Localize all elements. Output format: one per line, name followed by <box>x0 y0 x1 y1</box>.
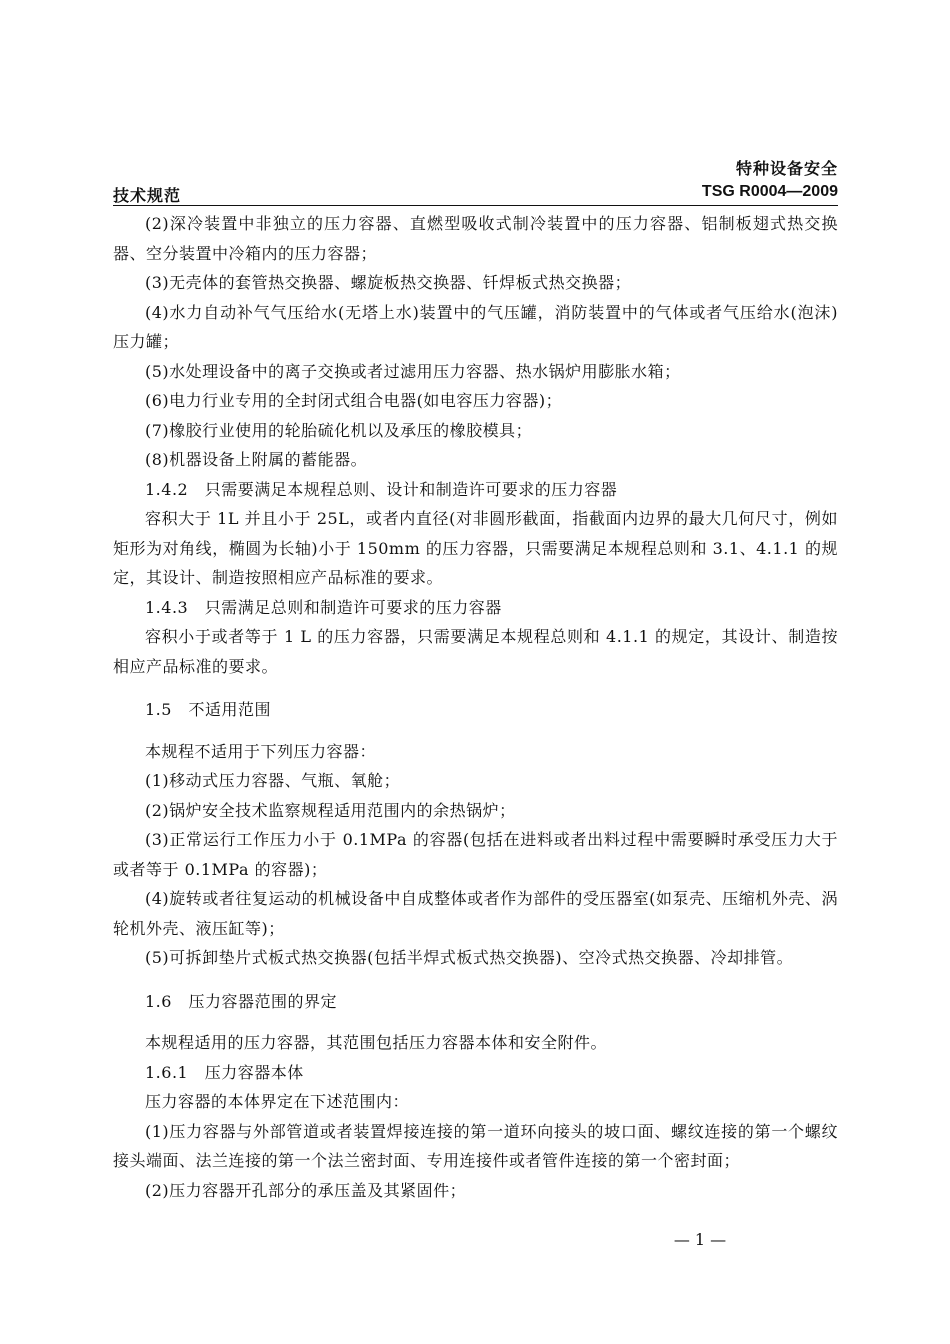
list-item: (8)机器设备上附属的蓄能器。 <box>145 450 368 469</box>
paragraph: 压力容器的本体界定在下述范围内： <box>145 1092 410 1111</box>
list-item: (1)压力容器与外部管道或者装置焊接连接的第一道环向接头的坡口面、螺纹连接的第一个螺纹接头端面、法兰连接的第一个法兰密封面、专用连接件或者管件连接的第一个密封面； <box>113 1121 838 1170</box>
list-item: (6)电力行业专用的全封闭式组合电器(如电容压力容器)； <box>145 391 563 410</box>
header-divider <box>113 205 838 206</box>
list-item: (5)水处理设备中的离子交换或者过滤用压力容器、热水锅炉用膨胀水箱； <box>145 361 681 381</box>
header-doc-type: 技术规范 <box>113 186 182 205</box>
list-item: (4)旋转或者往复运动的机械设备中自成整体或者作为部件的受压器室(如泵壳、压缩机外壳、涡轮机外壳、液压缸等)； <box>113 889 838 938</box>
list-item: (7)橡胶行业使用的轮胎硫化机以及承压的橡胶模具； <box>145 420 533 440</box>
list-item: (4)水力自动补气气压给水(无塔上水)装置中的气压罐，消防装置中的气体或者气压给水(泡沫)压力罐； <box>113 302 838 351</box>
document-body <box>113 209 838 1205</box>
section-heading: 1.6 压力容器范围的界定 <box>145 991 337 1011</box>
list-item: (3)无壳体的套管热交换器、螺旋板热交换器、钎焊板式热交换器； <box>145 273 632 292</box>
paragraph: 容积小于或者等于 1 L 的压力容器，只需要满足本规程总则和 4.1.1 的规定，其设计、制造按相应产品标准的要求。 <box>113 627 838 676</box>
list-item: (5)可拆卸垫片式板式热交换器(包括半焊式板式热交换器)、空冷式热交换器、冷却排管。 <box>145 948 794 967</box>
header-doc-code: TSG R0004—2009 <box>701 183 838 200</box>
paragraph: 本规程适用的压力容器，其范围包括压力容器本体和安全附件。 <box>145 1033 608 1052</box>
paragraph: 本规程不适用于下列压力容器： <box>145 741 377 761</box>
list-item: (2)压力容器开孔部分的承压盖及其紧固件； <box>145 1180 467 1200</box>
list-item: (1)移动式压力容器、气瓶、氧舱； <box>145 771 401 790</box>
paragraph: 容积大于 1L 并且小于 25L，或者内直径(对非圆形截面，指截面内边界的最大几何尺寸，例如矩形为对角线，椭圆为长轴)小于 150mm 的压力容器，只需要满足本规程总则和 3.1、4.1.1 的规定，其设计、制造按照相应产品标准的要求。 <box>113 509 838 587</box>
list-item: (3)正常运行工作压力小于 0.1MPa 的容器(包括在进料或者出料过程中需要瞬时承受压力大于或者等于 0.1MPa 的容器)； <box>113 830 838 879</box>
page-number: — 1 — <box>673 1230 727 1249</box>
subsection-heading: 1.4.3 只需满足总则和制造许可要求的压力容器 <box>145 597 502 617</box>
list-item: (2)锅炉安全技术监察规程适用范围内的余热锅炉； <box>145 800 516 820</box>
section-heading: 1.5 不适用范围 <box>145 700 271 719</box>
subsection-heading: 1.6.1 压力容器本体 <box>145 1062 304 1082</box>
header-category: 特种设备安全 <box>735 159 838 178</box>
list-item: (2)深冷装置中非独立的压力容器、直燃型吸收式制冷装置中的压力容器、铝制板翅式热交换器、空分装置中冷箱内的压力容器； <box>113 214 838 263</box>
subsection-heading: 1.4.2 只需要满足本规程总则、设计和制造许可要求的压力容器 <box>145 479 618 499</box>
